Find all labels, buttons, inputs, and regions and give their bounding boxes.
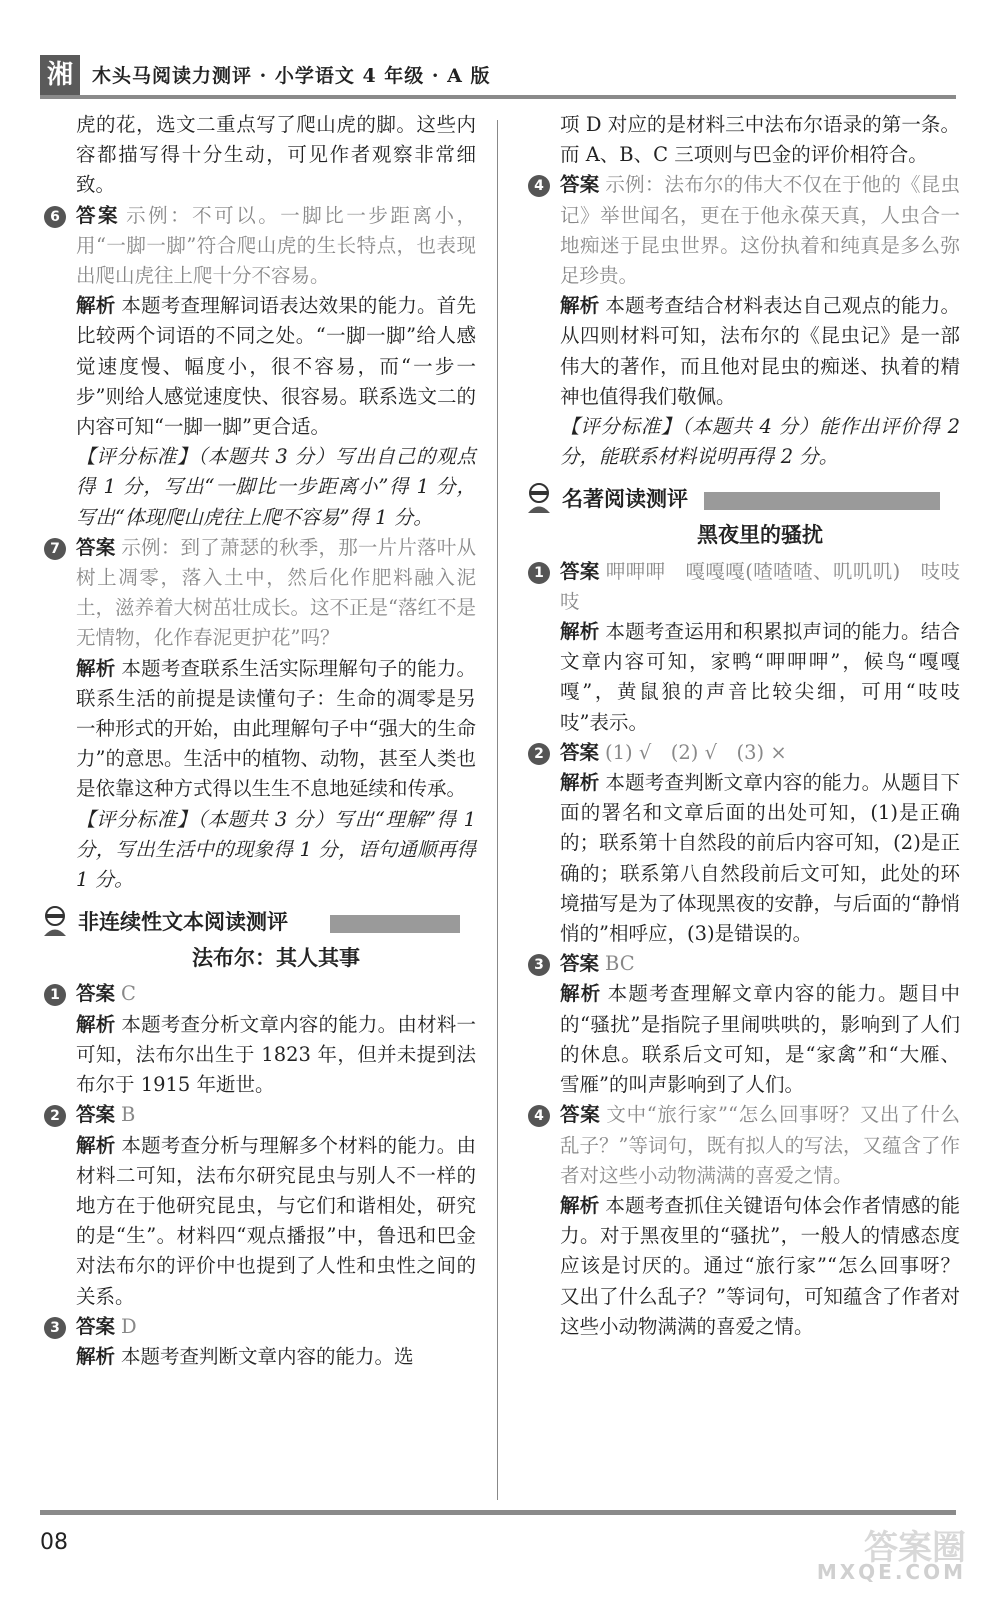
answer-label: 答案	[560, 173, 600, 197]
question-number: 7	[44, 538, 66, 560]
section-bar	[330, 915, 460, 933]
header-rule	[40, 95, 956, 99]
question-2-classics	[534, 738, 960, 949]
article-title: 法布尔：其人其事	[192, 946, 360, 971]
analysis-text: 本题考查结合材料表达自己观点的能力。从四则材料可知，法布尔的《昆虫记》是一部伟大的著作，而且他对昆虫的痴迷、执着的精神也值得我们敬佩。	[560, 294, 960, 408]
analysis-label: 解析	[76, 1012, 116, 1036]
footer-rule	[40, 1510, 956, 1515]
scoring-standard: 【评分标准】（本题共 4 分）能作出评价得 2 分，能联系材料说明再得 2 分。	[560, 415, 960, 469]
analysis-label: 解析	[560, 771, 600, 795]
watermark-url: MXQE.COM	[816, 1560, 966, 1584]
reader-icon	[524, 482, 554, 514]
answer-text: D	[121, 1314, 137, 1338]
analysis-text: 本题考查抓住关键语句体会作者情感的能力。对于黑夜里的“骚扰”，一般人的情感态度应该是讨厌的。通过“旅行家”“怎么回事呀？又出了什么乱子？”等词句，可知蕴含了作者对这些小动物满满的喜爱之情。	[560, 1193, 960, 1338]
watermark-logo: 答案圈	[864, 1528, 966, 1568]
section-title: 非连续性文本阅读测评	[78, 910, 288, 935]
scoring-standard: 【评分标准】（本题共 3 分）写出“理解”得 1 分，写出生活中的现象得 1 分，语句通顺再得 1 分。	[76, 807, 476, 892]
question-number: 3	[44, 1317, 66, 1339]
answer-label: 答案	[76, 1314, 116, 1338]
page-header	[40, 55, 956, 97]
question-number: 2	[44, 1105, 66, 1127]
header-title: 木头马阅读力测评 · 小学语文 4 年级 · A 版	[92, 65, 491, 87]
question-number: 2	[528, 743, 550, 765]
answer-text: 示例：不可以。一脚比一步距离小，用“一脚一脚”符合爬山虎的生长特点，也表现出爬山虎往上爬十分不容易。	[76, 203, 476, 288]
question-1-classics	[534, 557, 960, 738]
analysis-text: 本题考查运用和积累拟声词的能力。结合文章内容可知，家鸭“呷呷呷”，候鸟“嘎嘎嘎”，黄鼠狼的声音比较尖细，可用“吱吱吱”表示。	[560, 620, 960, 734]
answer-label: 答案	[76, 535, 116, 559]
analysis-text: 本题考查分析与理解多个材料的能力。由材料二可知，法布尔研究昆虫与别人不一样的地方在于他研究昆虫，与它们和谐相处，研究的是“生”。材料四“观点播报”中，鲁迅和巴金对法布尔的评价中也提到了人性和虫性之间的关系。	[76, 1133, 476, 1308]
section-header-classics	[524, 482, 960, 516]
question-2	[50, 1100, 476, 1311]
question-4-nonlinear	[534, 170, 960, 472]
continued-text: 虎的花，选文二重点写了爬山虎的脚。这些内容都描写得十分生动，可见作者观察非常细致。	[76, 113, 476, 197]
question-number: 3	[528, 954, 550, 976]
continued-text: 项 D 对应的是材料三中法布尔语录的第一条。而 A、B、C 三项则与巴金的评价相符合。	[560, 113, 960, 167]
answer-text: 文中“旅行家”“怎么回事呀？又出了什么乱子？”等词句，既有拟人的写法，又蕴含了作者对这些小动物满满的喜爱之情。	[560, 1103, 960, 1187]
question-number: 1	[44, 984, 66, 1006]
analysis-label: 解析	[76, 294, 116, 318]
left-column	[50, 110, 476, 1372]
answer-label: 答案	[76, 203, 121, 227]
question-number: 4	[528, 175, 550, 197]
answer-text: 呷呷呷 嘎嘎嘎(喳喳喳、叽叽叽) 吱吱吱	[560, 559, 960, 613]
answer-text: 示例：法布尔的伟大不仅在于他的《昆虫记》举世闻名，更在于他永葆天真，人虫合一地痴迷于昆虫世界。这份执着和纯真是多么弥足珍贵。	[560, 173, 960, 288]
answer-label: 答案	[76, 982, 116, 1006]
analysis-text: 本题考查分析文章内容的能力。由材料一可知，法布尔出生于 1823 年，但并未提到法布尔于 1915 年逝世。	[76, 1012, 476, 1097]
question-6	[50, 201, 476, 533]
analysis-text: 本题考查联系生活实际理解句子的能力。联系生活的前提是读懂句子：生命的凋零是另一种形式的开始，由此理解句子中“强大的生命力”的意思。生活中的植物、动物，甚至人类也是依靠这种方式得以生生不息地延续和传承。	[76, 656, 476, 801]
answer-text: 示例：到了萧瑟的秋季，那一片片落叶从树上凋零，落入土中，然后化作肥料融入泥土，滋养着大树茁壮成长。这不正是“落红不是无情物，化作春泥更护花”吗？	[76, 535, 476, 650]
analysis-text: 本题考查判断文章内容的能力。从题目下面的署名和文章后面的出处可知，(1)是正确的；联系第十自然段的前后内容可知，(2)是正确的；联系第八自然段前后文可知，此处的环境描写是为了体现黑夜的安静，与后面的“静悄悄的”相呼应，(3)是错误的。	[560, 771, 960, 946]
analysis-label: 解析	[76, 1344, 116, 1368]
answer-label: 答案	[560, 740, 600, 764]
analysis-text: 本题考查理解词语表达效果的能力。首先比较两个词语的不同之处。“一脚一脚”给人感觉速度慢、幅度小，很不容易，而“一步一步”则给人感觉速度快、很容易。联系选文二的内容可知“一脚一脚”更合适。	[76, 294, 476, 439]
scoring-standard: 【评分标准】（本题共 3 分）写出自己的观点得 1 分，写出“一脚比一步距离小”得 1 分，写出“体现爬山虎往上爬不容易”得 1 分。	[76, 445, 476, 529]
question-number: 6	[44, 206, 66, 228]
analysis-label: 解析	[560, 294, 600, 318]
answer-text: (1) √ (2) √ (3) ×	[605, 740, 787, 764]
analysis-label: 解析	[76, 1133, 116, 1157]
section-bar	[704, 492, 940, 510]
answer-text: C	[121, 982, 136, 1006]
analysis-text: 本题考查判断文章内容的能力。选	[121, 1344, 414, 1368]
question-3-classics	[534, 949, 960, 1100]
answer-label: 答案	[76, 1103, 116, 1127]
analysis-label: 解析	[560, 982, 602, 1006]
answer-label: 答案	[560, 1103, 601, 1127]
reader-icon	[40, 905, 70, 937]
analysis-label: 解析	[560, 620, 600, 644]
analysis-text: 本题考查理解文章内容的能力。题目中的“骚扰”是指院子里闹哄哄的，影响到了人们的休息。联系后文可知，是“家禽”和“大雁、雪雁”的叫声影响到了人们。	[560, 982, 960, 1097]
analysis-label: 解析	[560, 1193, 600, 1217]
answer-text: BC	[605, 952, 635, 976]
column-divider	[497, 120, 498, 1500]
answer-text: B	[121, 1103, 136, 1127]
question-number: 4	[528, 1105, 550, 1127]
section-header-nonlinear	[40, 905, 476, 939]
question-7	[50, 533, 476, 895]
right-column	[534, 110, 960, 1342]
question-1	[50, 979, 476, 1100]
question-4-classics	[534, 1100, 960, 1342]
answer-label: 答案	[560, 952, 600, 976]
article-title: 黑夜里的骚扰	[697, 523, 823, 548]
question-3	[50, 1312, 476, 1372]
analysis-label: 解析	[76, 656, 116, 680]
page-number: 08	[40, 1530, 68, 1555]
question-number: 1	[528, 562, 550, 584]
answer-label: 答案	[560, 559, 600, 583]
section-title: 名著阅读测评	[562, 487, 688, 512]
series-logo: 湘	[40, 55, 80, 95]
